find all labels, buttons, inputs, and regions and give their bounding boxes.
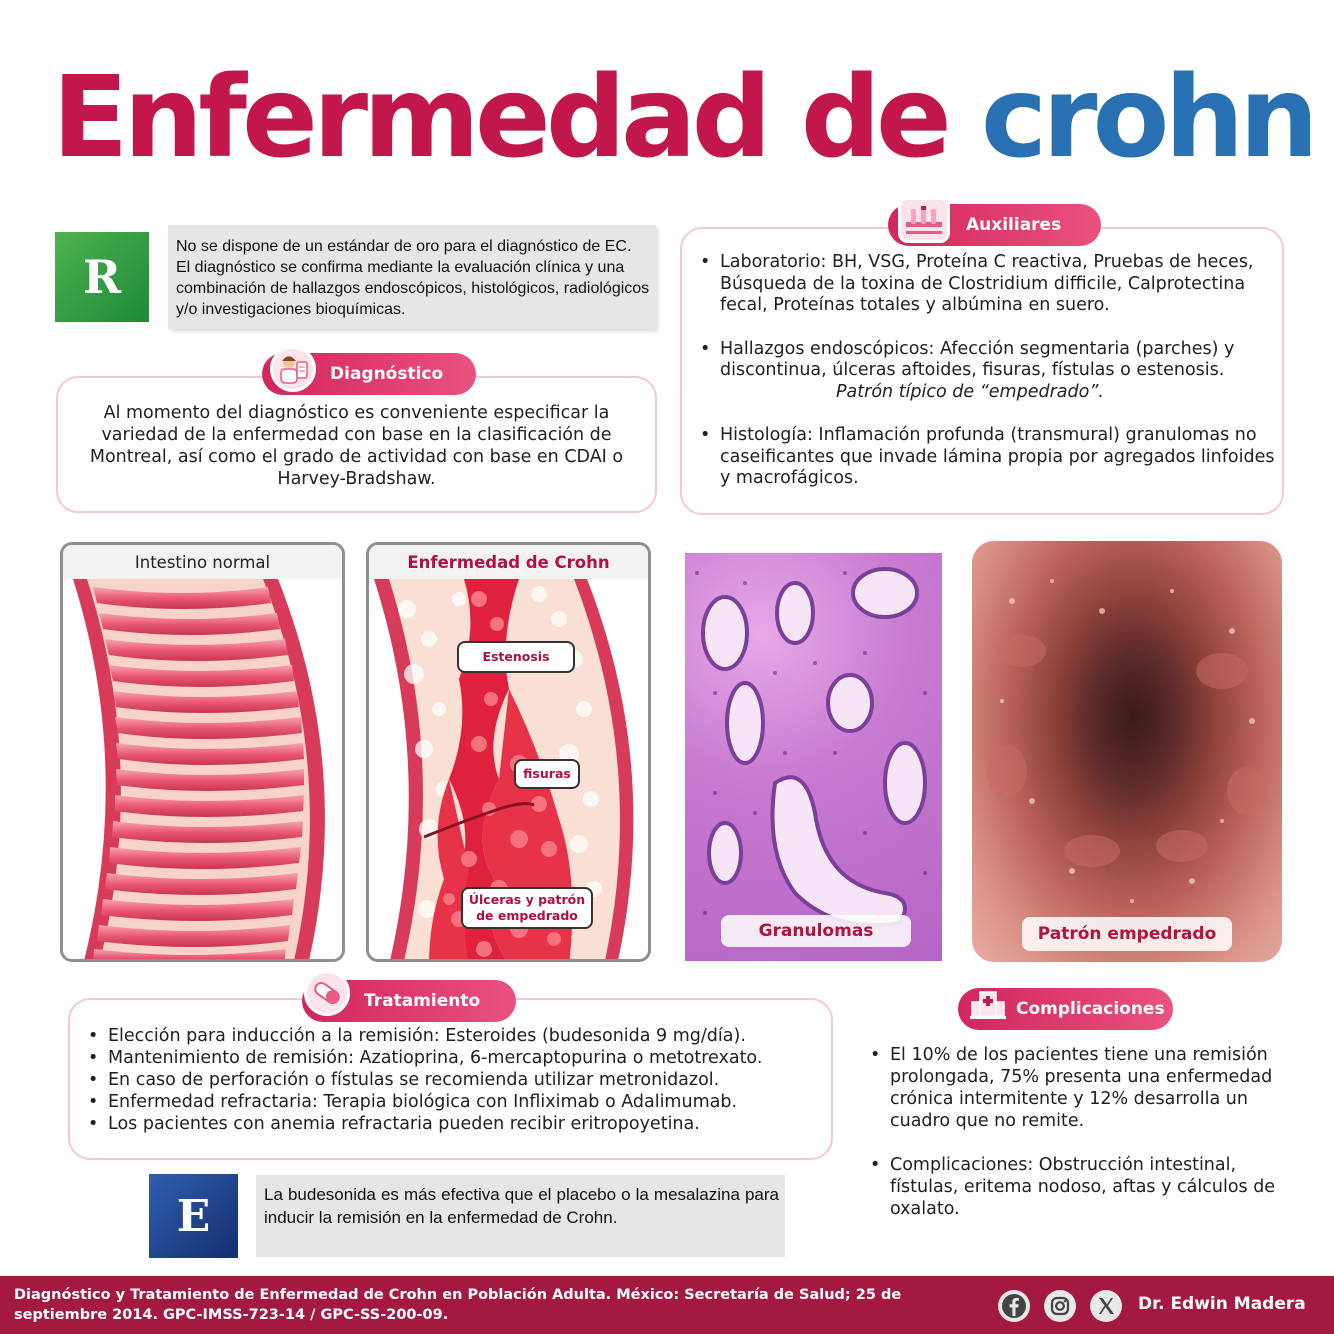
normal-intestine-panel [60, 542, 345, 962]
doctor-icon [270, 346, 316, 392]
callout-ulceras: Úlceras y patrón de empedrado [461, 887, 593, 929]
auxiliares-list [696, 252, 1276, 490]
complicaciones-label: Complicaciones [1016, 999, 1165, 1019]
page-title [52, 53, 1314, 183]
tratamiento-item: • Enfermedad refractaria: Terapia biológica con Infliximab o Adalimumab. [84, 1091, 829, 1113]
recommendation-text: No se dispone de un estándar de oro para el diagnóstico de EC. El diagnóstico se confirma mediante la evaluación clínica y una combinación de hallazgos endoscópicos, histológicos, radiológicos y/o investigaciones bioquímicas. [168, 225, 656, 329]
facebook-icon[interactable] [998, 1290, 1030, 1322]
empedrado-label: Patrón empedrado [1022, 917, 1232, 951]
x-icon[interactable] [1090, 1290, 1122, 1322]
evidence-text: La budesonida es más efectiva que el placebo o la mesalazina para inducir la remisión en la enfermedad de Crohn. [256, 1175, 785, 1257]
tratamiento-item: • Mantenimiento de remisión: Azatioprina, 6-mercaptopurina o metotrexato. [84, 1047, 829, 1069]
empedrado-image [972, 541, 1282, 962]
callout-fisuras: fisuras [514, 759, 580, 789]
granulomas-image [685, 553, 942, 961]
diagnostico-text: Al momento del diagnóstico es conveniente especificar la variedad de la enfermedad con base en la clasificación de Montreal, así como el grado de actividad con base en CDAI o Harvey-Bradshaw. [89, 403, 624, 489]
tratamiento-item: • Los pacientes con anemia refractaria pueden recibir eritropoyetina. [84, 1113, 829, 1135]
complicaciones-list [866, 1044, 1276, 1220]
normal-intestine-illustration [63, 579, 345, 962]
instagram-icon[interactable] [1044, 1290, 1076, 1322]
tratamiento-list [84, 1025, 829, 1135]
title-part-2: crohn [980, 53, 1314, 183]
complicaciones-item: • Complicaciones: Obstrucción intestinal, fístulas, eritema nodoso, aftas y cálculos de oxalato. [866, 1154, 1276, 1220]
auxiliares-item: • Histología: Inflamación profunda (transmural) granulomas no caseificantes que invade lámina propia por agregados linfoides y macrofágicos. [696, 425, 1276, 490]
auxiliares-note: Patrón típico de “empedrado”. [836, 381, 1104, 402]
title-part-1: Enfermedad de [52, 53, 947, 183]
footer-reference: Diagnóstico y Tratamiento de Enfermedad de Crohn en Población Adulta. México: Secretaría de Salud; 25 de septiembre 2014. GPC-IMSS-723-14 / GPC-SS-200-09. [14, 1287, 902, 1323]
tratamiento-label: Tratamiento [364, 991, 481, 1011]
complicaciones-item: • El 10% de los pacientes tiene una remisión prolongada, 75% presenta una enfermedad crónica intermitente y 12% desarrolla un cuadro que no remite. [866, 1044, 1276, 1132]
callout-estenosis: Estenosis [457, 641, 575, 673]
hospital-icon [961, 982, 1015, 1028]
footer [0, 1276, 1334, 1334]
tratamiento-item: • En caso de perforación o fístulas se recomienda utilizar metronidazol. [84, 1069, 829, 1091]
crohn-panel [366, 542, 651, 962]
granulomas-label: Granulomas [721, 915, 911, 947]
tratamiento-item: • Elección para inducción a la remisión: Esteroides (budesonida 9 mg/día). [84, 1025, 829, 1047]
evidence-badge: E [149, 1174, 238, 1258]
auxiliares-label: Auxiliares [966, 215, 1062, 235]
auxiliares-item: • Hallazgos endoscópicos: Afección segmentaria (parches) y discontinua, úlceras aftoides, fisuras, fístulas o estenosis. Patrón típico de “empedrado”. [696, 339, 1276, 404]
diagnostico-label: Diagnóstico [330, 364, 444, 384]
auxiliares-item: • Laboratorio: BH, VSG, Proteína C reactiva, Pruebas de heces, Búsqueda de la toxina de Clostridium difficile, Calprotectina fecal, Proteínas totales y albúmina en suero. [696, 252, 1276, 317]
recommendation-badge: R [55, 232, 149, 322]
test-tubes-icon [898, 197, 950, 243]
pill-capsule-icon [304, 970, 350, 1016]
author-name: Dr. Edwin Madera [1138, 1294, 1306, 1314]
crohn-panel-title: Enfermedad de Crohn [369, 545, 648, 579]
normal-intestine-title: Intestino normal [63, 545, 342, 579]
